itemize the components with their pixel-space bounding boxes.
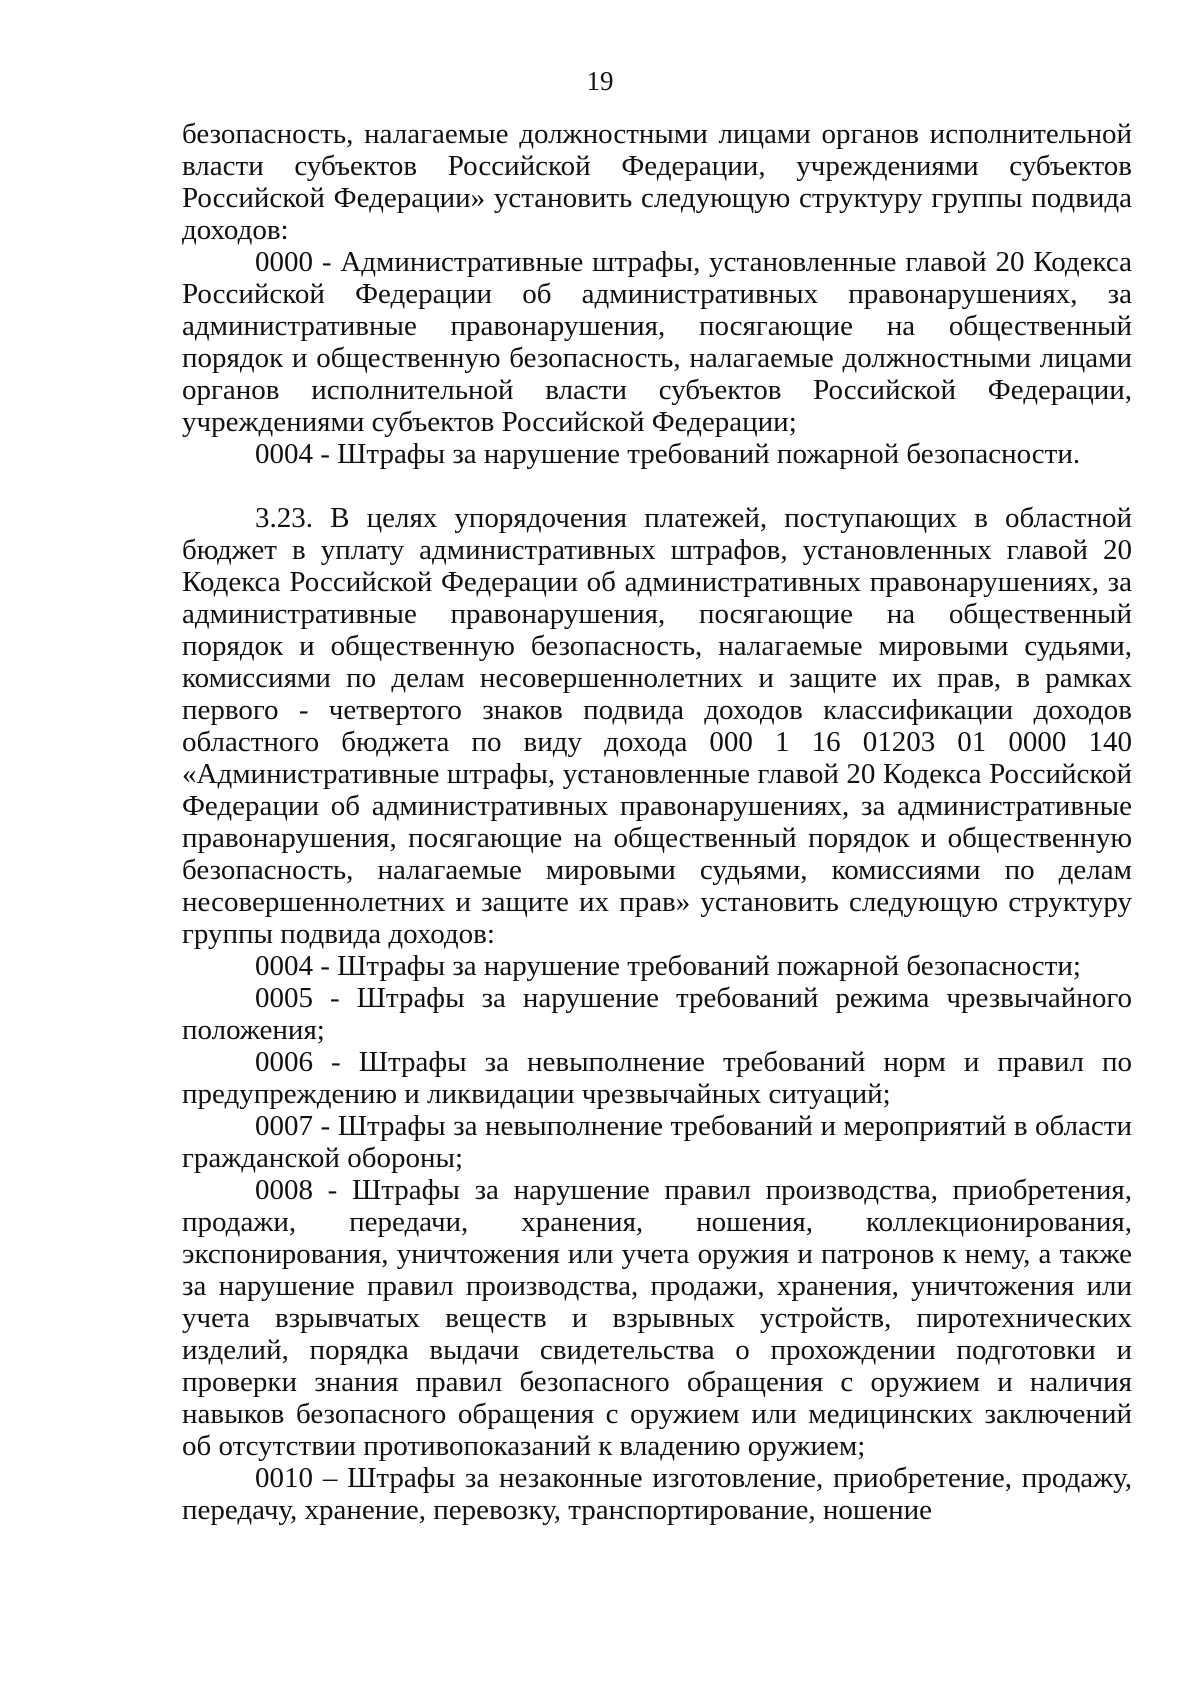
document-body	[182, 118, 1132, 1526]
paragraph-code-0006: 0006 - Штрафы за невыполнение требований норм и правил по предупреждению и ликвидации чрезвычайных ситуаций;	[182, 1046, 1132, 1110]
paragraph-code-0005: 0005 - Штрафы за нарушение требований режима чрезвычайного положения;	[182, 982, 1132, 1046]
paragraph-code-0008: 0008 - Штрафы за нарушение правил производства, приобретения, продажи, передачи, хранения, ношения, коллекционирования, экспонирования, уничтожения или учета оружия и патронов к нему, а также за нарушение правил производства, продажи, хранения, уничтожения или учета взрывчатых веществ и взрывных устройств, пиротехнических изделий, порядка выдачи свидетельства о прохождении подготовки и проверки знания правил безопасного обращения с оружием и наличия навыков безопасного обращения с оружием или медицинских заключений об отсутствии противопоказаний к владению оружием;	[182, 1174, 1132, 1462]
paragraph-code-0010: 0010 – Штрафы за незаконные изготовление, приобретение, продажу, передачу, хранение, перевозку, транспортирование, ношение	[182, 1462, 1132, 1526]
page-number: 19	[586, 66, 614, 96]
paragraph-section-3-23: 3.23. В целях упорядочения платежей, поступающих в областной бюджет в уплату административных штрафов, установленных главой 20 Кодекса Российской Федерации об административных правонарушениях, за административные правонарушения, посягающие на общественный порядок и общественную безопасность, налагаемые мировыми судьями, комиссиями по делам несовершеннолетних и защите их прав, в рамках первого - четвертого знаков подвида доходов классификации доходов областного бюджета по виду дохода 000 1 16 01203 01 0000 140 «Административные штрафы, установленные главой 20 Кодекса Российской Федерации об административных правонарушениях, за административные правонарушения, посягающие на общественный порядок и общественную безопасность, налагаемые мировыми судьями, комиссиями по делам несовершеннолетних и защите их прав» установить следующую структуру группы подвида доходов:	[182, 502, 1132, 950]
paragraph-code-0004: 0004 - Штрафы за нарушение требований пожарной безопасности;	[255, 950, 1081, 982]
paragraph-continuation: безопасность, налагаемые должностными лицами органов исполнительной власти субъектов Российской Федерации, учреждениями субъектов Российской Федерации» установить следующую структуру группы подвида доходов:	[182, 118, 1132, 246]
paragraph-code-0007: 0007 - Штрафы за невыполнение требований и мероприятий в области гражданской обороны;	[182, 1110, 1132, 1174]
paragraph-code-0004-first: 0004 - Штрафы за нарушение требований пожарной безопасности.	[255, 438, 1081, 470]
paragraph-code-0000: 0000 - Административные штрафы, установленные главой 20 Кодекса Российской Федерации об административных правонарушениях, за административные правонарушения, посягающие на общественный порядок и общественную безопасность, налагаемые должностными лицами органов исполнительной власти субъектов Российской Федерации, учреждениями субъектов Российской Федерации;	[182, 246, 1132, 438]
